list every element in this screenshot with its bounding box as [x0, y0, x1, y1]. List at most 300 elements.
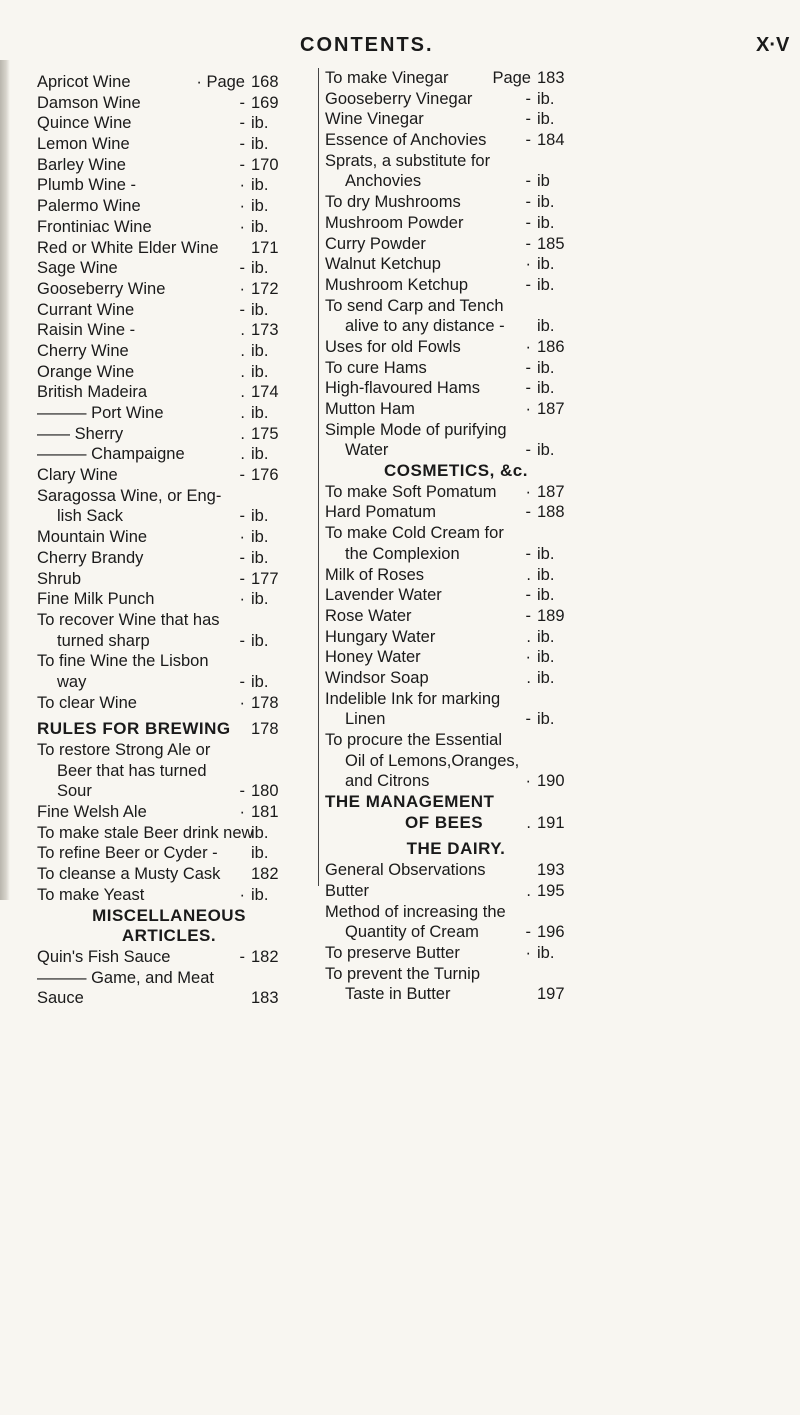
entry-page-number: ib.	[251, 135, 269, 154]
entry-leader: -	[239, 155, 245, 174]
entry-page-number: 175	[251, 424, 279, 443]
contents-entry	[37, 527, 301, 548]
entry-title: Linen	[345, 710, 386, 729]
entry-title: Quantity of Cream	[345, 923, 479, 942]
contents-entry	[37, 403, 301, 424]
entry-leader: -	[239, 114, 245, 133]
entry-leader: .	[526, 881, 531, 900]
entry-leader: .	[240, 362, 245, 381]
entry-leader: -	[525, 923, 531, 942]
contents-entry	[37, 362, 301, 383]
contents-entry	[37, 569, 301, 590]
contents-entry	[325, 943, 587, 964]
contents-entry	[325, 89, 587, 110]
contents-entry	[325, 565, 587, 586]
entry-title: Mushroom Ketchup	[325, 275, 469, 294]
contents-entry	[325, 544, 587, 565]
entry-title: Frontiniac Wine	[37, 217, 152, 236]
entry-title: To preserve Butter	[325, 943, 460, 962]
entry-page-number: ib.	[251, 341, 269, 360]
entry-leader: ·	[239, 176, 245, 195]
entry-title: Gooseberry Wine	[37, 279, 166, 298]
contents-entry	[37, 382, 301, 403]
entry-leader: ·	[525, 482, 531, 501]
contents-entry	[37, 486, 301, 507]
entry-page-number: ib.	[537, 379, 555, 398]
contents-entry	[325, 709, 587, 730]
entry-leader: -	[239, 259, 245, 278]
contents-entry	[325, 296, 587, 317]
entry-leader: -	[239, 947, 245, 966]
contents-entry	[325, 730, 587, 751]
entry-title: Quince Wine	[37, 114, 132, 133]
entry-title: To recover Wine that has	[37, 610, 220, 629]
entry-leader: -	[525, 379, 531, 398]
entry-title: RULES FOR BREWING	[37, 719, 231, 739]
contents-entry	[325, 502, 587, 523]
contents-entry	[37, 823, 301, 844]
contents-entry	[37, 175, 301, 196]
entry-title: Cherry Wine	[37, 341, 129, 360]
entry-leader: -	[525, 606, 531, 625]
folio-number: X·V	[756, 34, 790, 56]
entry-title: Sprats, a substitute for	[325, 151, 491, 170]
contents-entry	[325, 984, 587, 1005]
entry-title: Method of increasing the	[325, 902, 506, 921]
entry-title: THE MANAGEMENT	[325, 792, 495, 812]
entry-page-number: ib.	[251, 197, 269, 216]
entry-title: Curry Powder	[325, 234, 426, 253]
entry-title: Butter	[325, 881, 370, 900]
section-heading-text: ARTICLES.	[121, 926, 217, 946]
contents-entry	[37, 968, 301, 989]
contents-entry	[325, 922, 587, 943]
entry-title: British Madeira	[37, 383, 148, 402]
entry-title: General Observations	[325, 861, 486, 880]
entry-title: Damson Wine	[37, 93, 141, 112]
entry-title: Milk of Roses	[325, 565, 425, 584]
contents-entry	[325, 254, 587, 275]
entry-title: Simple Mode of purifying	[325, 420, 507, 439]
entry-page-number: 176	[251, 466, 279, 485]
section-heading-text: MISCELLANEOUS	[92, 905, 246, 925]
entry-title: Quin's Fish Sauce	[37, 947, 171, 966]
entry-title: To clear Wine	[37, 693, 137, 712]
entry-leader: -	[525, 193, 531, 212]
entry-page-number: 195	[537, 881, 565, 900]
entry-page-number: ib.	[251, 631, 269, 650]
entry-leader: ·	[239, 217, 245, 236]
entry-leader: ·	[525, 400, 531, 418]
entry-title: Uses for old Fowls	[325, 337, 461, 356]
contents-entry	[37, 761, 301, 782]
entry-leader: -	[239, 300, 245, 319]
entry-page-number: 173	[251, 321, 279, 340]
contents-entry	[325, 358, 587, 379]
entry-title: Oil of Lemons,Oranges,	[345, 751, 520, 770]
entry-title: Essence of Anchovies	[325, 131, 487, 150]
entry-title: Orange Wine	[37, 362, 135, 381]
entry-title: Lemon Wine	[37, 135, 130, 154]
entry-leader: ·	[525, 648, 531, 667]
entry-page-number: ib.	[251, 548, 269, 567]
entry-leader: ·	[525, 772, 531, 791]
entry-title: way	[57, 672, 87, 691]
entry-page-number: 191	[537, 813, 565, 832]
entry-title: Barley Wine	[37, 155, 126, 174]
entry-page-number: 189	[537, 606, 565, 625]
entry-page-number: 180	[251, 782, 279, 801]
contents-entry	[37, 506, 301, 527]
contents-entry	[325, 337, 587, 358]
contents-entry	[325, 689, 587, 710]
entry-title: To make Soft Pomatum	[325, 482, 497, 501]
entry-page-number: ib.	[537, 441, 555, 460]
section-heading-text: THE DAIRY.	[406, 839, 506, 859]
entry-leader: .	[526, 627, 531, 646]
entry-leader: -	[525, 503, 531, 522]
entry-leader: -	[525, 358, 531, 377]
entry-leader: .	[526, 565, 531, 584]
entry-title: To cleanse a Musty Cask	[37, 865, 221, 884]
entry-page-number: ib.	[537, 668, 555, 687]
entry-title: Water	[345, 441, 389, 460]
entry-page-number: ib.	[251, 176, 269, 195]
entry-leader: ·	[239, 885, 245, 904]
entry-page-number: ib.	[251, 590, 269, 609]
entry-leader: -	[525, 89, 531, 108]
entry-page-number: 178	[251, 693, 279, 712]
contents-entry	[37, 631, 301, 652]
entry-leader: ·	[239, 803, 245, 822]
entry-title: the Complexion	[345, 544, 460, 563]
section-heading-text: COSMETICS, &c.	[384, 461, 528, 481]
contents-entry	[37, 465, 301, 486]
entry-page-number: 197	[537, 985, 565, 1004]
entry-title: Windsor Soap	[325, 668, 429, 687]
contents-entry	[325, 881, 587, 902]
entry-title: Fine Welsh Ale	[37, 803, 147, 822]
entry-title: To send Carp and Tench	[325, 296, 504, 315]
entry-page-number: ib.	[251, 404, 269, 422]
entry-title: Mushroom Powder	[325, 213, 464, 232]
entry-leader: -	[525, 213, 531, 232]
entry-leader: .	[240, 383, 245, 402]
contents-entry	[37, 589, 301, 610]
entry-page-number: 182	[251, 865, 279, 884]
entry-title: ——— Champaigne	[37, 445, 185, 464]
entry-page-number: ib.	[537, 565, 555, 584]
entry-title: and Citrons	[345, 772, 430, 791]
entry-leader: -	[239, 507, 245, 526]
contents-entry	[325, 275, 587, 296]
entry-page-number: ib.	[251, 672, 269, 691]
contents-entry	[325, 860, 587, 881]
entry-leader: -	[239, 135, 245, 154]
contents-entry	[325, 151, 587, 172]
entry-title: To make Yeast	[37, 885, 145, 904]
entry-title: Fine Milk Punch	[37, 590, 155, 609]
entry-title: Clary Wine	[37, 466, 118, 485]
entry-page-number: 196	[537, 923, 565, 942]
entry-page-number: 174	[251, 383, 279, 402]
entry-title: Anchovies	[345, 172, 422, 191]
contents-entry	[325, 171, 587, 192]
contents-entry	[37, 300, 301, 321]
contents-entry	[37, 651, 301, 672]
contents-entry	[325, 792, 587, 813]
contents-entry	[37, 947, 301, 968]
contents-entry	[37, 93, 301, 114]
entry-title: Taste in Butter	[345, 985, 451, 1004]
contents-entry	[325, 668, 587, 689]
entry-leader: -	[525, 110, 531, 129]
contents-entry	[325, 902, 587, 923]
entry-title: Wine Vinegar	[325, 110, 424, 129]
contents-entry	[37, 258, 301, 279]
entry-title: Lavender Water	[325, 586, 442, 605]
entry-title: To make stale Beer drink new	[37, 823, 254, 842]
entry-page-number: 187	[537, 400, 565, 418]
entry-page-number: ib.	[251, 114, 269, 133]
entry-page-number: 190	[537, 772, 565, 791]
entry-page-number: 171	[251, 238, 279, 257]
entry-title: Sauce	[37, 989, 84, 1008]
entry-leader: ·	[525, 255, 531, 274]
entry-title: Hungary Water	[325, 627, 436, 646]
entry-page-number: ib.	[537, 627, 555, 646]
contents-entry	[37, 196, 301, 217]
entry-title: alive to any distance -	[345, 317, 505, 336]
entry-page-number: ib.	[537, 89, 555, 108]
entry-page-number: ib.	[251, 217, 269, 236]
entry-title: To refine Beer or Cyder -	[37, 844, 218, 863]
entry-page-number: ib.	[537, 317, 555, 336]
entry-leader: -	[525, 131, 531, 150]
entry-page-number: ib.	[251, 885, 269, 904]
contents-entry	[325, 771, 587, 792]
entry-leader: ·	[239, 693, 245, 712]
entry-page-number: ib.	[251, 362, 269, 381]
entry-leader: ·	[525, 337, 531, 356]
entry-page-number: 186	[537, 337, 565, 356]
contents-entry	[325, 627, 587, 648]
entry-leader: -	[525, 544, 531, 563]
entry-leader: .	[526, 813, 531, 832]
entry-leader: -	[239, 782, 245, 801]
entry-page-number: 182	[251, 947, 279, 966]
contents-entry	[37, 238, 301, 259]
entry-title: To procure the Essential	[325, 731, 503, 749]
contents-entry	[325, 378, 587, 399]
entry-page-number: 181	[251, 803, 279, 822]
entry-title: To make Vinegar	[325, 69, 449, 87]
entry-leader: ·	[239, 528, 245, 547]
contents-entry	[37, 672, 301, 693]
entry-title: To fine Wine the Lisbon	[37, 652, 209, 671]
entry-leader: -	[525, 441, 531, 460]
entry-title: Indelible Ink for marking	[325, 689, 501, 708]
contents-entry	[325, 316, 587, 337]
page-header	[0, 26, 800, 56]
contents-entry	[37, 217, 301, 238]
entry-page-number: 168	[251, 73, 279, 91]
entry-page-number: 178	[251, 720, 279, 739]
entry-page-number: 169	[251, 93, 279, 112]
entry-page-number: 183	[537, 69, 565, 87]
entry-page-number: ib.	[537, 275, 555, 294]
contents-entry	[37, 279, 301, 300]
contents-entry	[325, 399, 587, 420]
entry-page-number: ib.	[251, 823, 269, 842]
entry-page-number: ib.	[537, 358, 555, 377]
entry-title: To make Cold Cream for	[325, 524, 504, 543]
entry-page-number: ib.	[251, 300, 269, 319]
entry-title: Shrub	[37, 569, 82, 588]
entry-title: Sour	[57, 782, 92, 801]
entry-page-number: ib.	[537, 213, 555, 232]
entry-page-number: 188	[537, 503, 565, 522]
entry-leader: -	[239, 631, 245, 650]
entry-page-number: ib.	[537, 544, 555, 563]
entry-page-number: 172	[251, 279, 279, 298]
entry-page-number: ib.	[251, 528, 269, 547]
entry-page-number: 170	[251, 155, 279, 174]
entry-title: Palermo Wine	[37, 197, 141, 216]
entry-leader: -	[239, 93, 245, 112]
entry-page-number: ib.	[537, 586, 555, 605]
contents-entry	[325, 813, 587, 834]
entry-page-number: ib.	[537, 710, 555, 729]
contents-entry	[37, 320, 301, 341]
entry-leader: .	[240, 424, 245, 443]
entry-title: Cherry Brandy	[37, 548, 144, 567]
entry-title: Mountain Wine	[37, 528, 148, 547]
entry-title: Rose Water	[325, 606, 412, 625]
contents-entry	[325, 751, 587, 772]
entry-page-number: 183	[251, 989, 279, 1008]
entry-title: Gooseberry Vinegar	[325, 89, 473, 108]
entry-title: To restore Strong Ale or	[37, 741, 211, 759]
entry-page-number: ib.	[251, 507, 269, 526]
entry-leader: -	[525, 275, 531, 294]
contents-entry	[37, 548, 301, 569]
entry-page-number: 184	[537, 131, 565, 150]
contents-entry	[325, 109, 587, 130]
contents-entry	[37, 864, 301, 885]
entry-page-number: 185	[537, 234, 565, 253]
contents-entry	[325, 585, 587, 606]
entry-leader: .	[526, 668, 531, 687]
contents-column-right	[318, 68, 587, 1004]
entry-title: Raisin Wine -	[37, 321, 136, 340]
contents-entry	[37, 885, 301, 906]
entry-leader: ·	[525, 943, 531, 962]
entry-title: —— Sherry	[37, 424, 124, 443]
entry-title: Sage Wine	[37, 259, 118, 278]
contents-entry	[37, 610, 301, 631]
entry-leader: -	[239, 466, 245, 485]
contents-entry	[325, 192, 587, 213]
entry-page-number: 187	[537, 482, 565, 501]
contents-entry	[37, 155, 301, 176]
entry-title: ——— Game, and Meat	[37, 968, 214, 987]
entry-title: High-flavoured Hams	[325, 379, 480, 398]
contents-entry	[37, 72, 301, 93]
section-heading	[37, 906, 301, 927]
entry-leader: .	[240, 321, 245, 340]
entry-title: Apricot Wine	[37, 73, 131, 91]
contents-entry	[325, 647, 587, 668]
entry-leader: ·	[239, 197, 245, 216]
entry-title: OF BEES	[405, 812, 484, 832]
contents-entry	[325, 606, 587, 627]
contents-entry	[325, 440, 587, 461]
contents-entry	[37, 719, 301, 740]
section-heading	[37, 926, 301, 947]
entry-page-number: ib.	[251, 445, 269, 464]
entry-title: turned sharp	[57, 631, 150, 650]
entry-page-number: ib.	[537, 110, 555, 129]
section-heading	[325, 461, 587, 482]
entry-title: To dry Mushrooms	[325, 193, 461, 212]
entry-leader: -	[239, 672, 245, 691]
entry-title: Walnut Ketchup	[325, 255, 441, 274]
entry-page-number: 177	[251, 569, 279, 588]
contents-entry	[37, 444, 301, 465]
entry-leader: .	[240, 445, 245, 464]
contents-entry	[37, 113, 301, 134]
contents-column-left	[37, 72, 301, 1009]
entry-page-number: 193	[537, 861, 565, 880]
contents-entry	[37, 740, 301, 761]
contents-entry	[325, 68, 587, 89]
entry-leader: Page	[492, 69, 531, 87]
contents-entry	[325, 234, 587, 255]
entry-leader: · Page	[196, 73, 245, 91]
contents-entry	[37, 424, 301, 445]
entry-title: Honey Water	[325, 648, 421, 667]
entry-leader: -	[239, 569, 245, 588]
contents-entry	[325, 523, 587, 544]
contents-entry	[37, 341, 301, 362]
contents-entry	[37, 988, 301, 1009]
page-gutter-shadow	[0, 60, 10, 900]
contents-entry	[325, 420, 587, 441]
entry-title: Mutton Ham	[325, 400, 415, 418]
entry-leader: .	[240, 404, 245, 422]
entry-leader: -	[525, 172, 531, 191]
entry-leader: .	[240, 341, 245, 360]
entry-title: Beer that has turned	[57, 761, 207, 780]
contents-entry	[325, 130, 587, 151]
entry-leader: -	[525, 710, 531, 729]
contents-entry	[37, 134, 301, 155]
entry-title: ——— Port Wine	[37, 404, 164, 422]
entry-leader: -	[525, 234, 531, 253]
entry-leader: -	[525, 586, 531, 605]
contents-entry	[37, 843, 301, 864]
contents-entry	[37, 781, 301, 802]
contents-entry	[325, 964, 587, 985]
entry-leader: ·	[239, 590, 245, 609]
entry-title: Currant Wine	[37, 300, 135, 319]
entry-page-number: ib.	[251, 844, 269, 863]
entry-leader: ·	[239, 279, 245, 298]
entry-title: lish Sack	[57, 507, 124, 526]
entry-title: To prevent the Turnip	[325, 964, 481, 983]
contents-entry	[325, 213, 587, 234]
